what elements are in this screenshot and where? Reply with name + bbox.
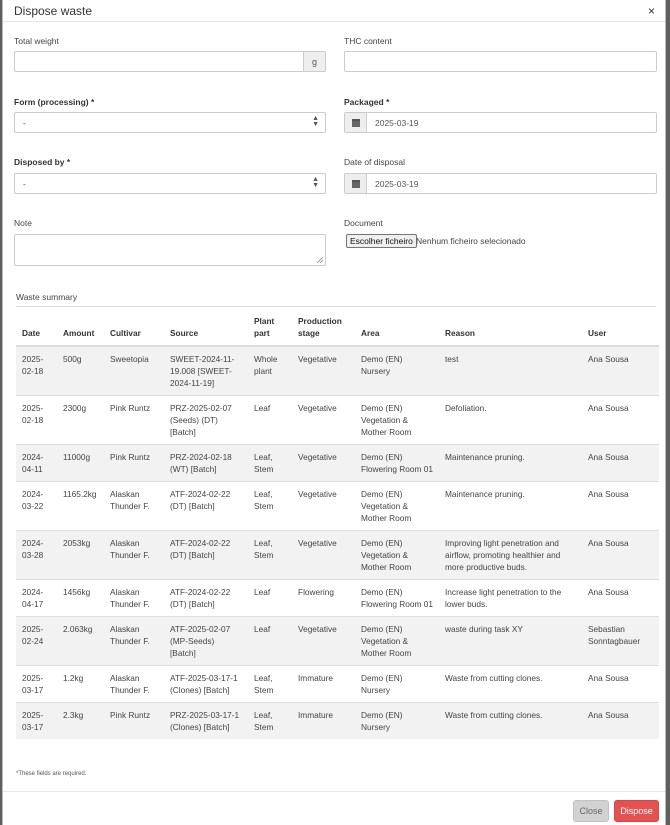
table-cell: Demo (EN) Nursery bbox=[355, 346, 439, 396]
table-cell: PRZ-2024-02-18 (WT) [Batch] bbox=[164, 445, 248, 482]
form-processing-label bbox=[14, 97, 94, 107]
date-of-disposal-input[interactable] bbox=[344, 173, 657, 194]
table-cell: Vegetative bbox=[292, 482, 355, 531]
table-cell: Demo (EN) Vegetation & Mother Room bbox=[355, 482, 439, 531]
table-cell: Demo (EN) Vegetation & Mother Room bbox=[355, 531, 439, 580]
table-cell: Vegetative bbox=[292, 445, 355, 482]
table-cell: 2024-04-11 bbox=[16, 445, 57, 482]
table-cell: 2025-03-17 bbox=[16, 703, 57, 740]
table-row bbox=[16, 531, 659, 580]
table-cell: Immature bbox=[292, 666, 355, 703]
table-cell: Demo (EN) Vegetation & Mother Room bbox=[355, 617, 439, 666]
table-cell: Vegetative bbox=[292, 396, 355, 445]
table-cell: 2.063kg bbox=[57, 617, 104, 666]
table-cell: 1456kg bbox=[57, 580, 104, 617]
table-cell: 2024-03-22 bbox=[16, 482, 57, 531]
table-cell: Alaskan Thunder F. bbox=[104, 617, 164, 666]
table-row bbox=[16, 396, 659, 445]
total-weight-input[interactable] bbox=[14, 51, 326, 72]
table-cell: Flowering bbox=[292, 580, 355, 617]
table-cell: ATF-2025-03-17-1 (Clones) [Batch] bbox=[164, 666, 248, 703]
table-row bbox=[16, 445, 659, 482]
table-cell: Waste from cutting clones. bbox=[439, 666, 582, 703]
table-cell: Ana Sousa bbox=[582, 445, 659, 482]
modal-header bbox=[3, 0, 665, 22]
table-cell: Pink Runtz bbox=[104, 445, 164, 482]
packaged-date-value: 2025-03-19 bbox=[375, 118, 419, 128]
table-row bbox=[16, 482, 659, 531]
table-cell: Defoliation. bbox=[439, 396, 582, 445]
table-cell: Alaskan Thunder F. bbox=[104, 531, 164, 580]
table-cell: 2024-03-28 bbox=[16, 531, 57, 580]
form-processing-value: - bbox=[23, 118, 26, 128]
table-cell: Leaf, Stem bbox=[248, 703, 292, 740]
table-cell: Ana Sousa bbox=[582, 396, 659, 445]
disposed-by-value: - bbox=[23, 179, 26, 189]
column-header: User bbox=[582, 310, 659, 346]
table-row bbox=[16, 346, 659, 396]
table-cell: Leaf bbox=[248, 617, 292, 666]
table-cell: SWEET-2024-11-19.008 [SWEET-2024-11-19] bbox=[164, 346, 248, 396]
calendar-icon[interactable] bbox=[345, 174, 367, 193]
date-of-disposal-label: Date of disposal bbox=[344, 157, 405, 167]
table-cell: Maintenance pruning. bbox=[439, 445, 582, 482]
table-cell: Maintenance pruning. bbox=[439, 482, 582, 531]
table-cell: ATF-2025-02-07 (MP-Seeds) [Batch] bbox=[164, 617, 248, 666]
footer-divider bbox=[3, 791, 665, 792]
table-cell: Ana Sousa bbox=[582, 666, 659, 703]
table-cell: Demo (EN) Nursery bbox=[355, 666, 439, 703]
document-label: Document bbox=[344, 218, 383, 228]
table-cell: 500g bbox=[57, 346, 104, 396]
table-cell: 2053kg bbox=[57, 531, 104, 580]
table-cell: Sweetopia bbox=[104, 346, 164, 396]
table-cell: Demo (EN) Nursery bbox=[355, 703, 439, 740]
table-cell: Ana Sousa bbox=[582, 703, 659, 740]
table-cell: PRZ-2025-03-17-1 (Clones) [Batch] bbox=[164, 703, 248, 740]
table-cell: test bbox=[439, 346, 582, 396]
section-divider bbox=[16, 306, 656, 307]
required-footnote: *These fields are required. bbox=[16, 771, 87, 777]
table-cell: Whole plant bbox=[248, 346, 292, 396]
note-textarea[interactable] bbox=[14, 234, 326, 266]
column-header: Area bbox=[355, 310, 439, 346]
table-cell: Demo (EN) Vegetation & Mother Room bbox=[355, 396, 439, 445]
table-cell: 2025-02-18 bbox=[16, 396, 57, 445]
table-cell: Demo (EN) Flowering Room 01 bbox=[355, 445, 439, 482]
column-header: Source bbox=[164, 310, 248, 346]
table-row bbox=[16, 580, 659, 617]
table-cell: Leaf, Stem bbox=[248, 531, 292, 580]
table-cell: Leaf, Stem bbox=[248, 445, 292, 482]
column-header: Date bbox=[16, 310, 57, 346]
waste-summary-title: Waste summary bbox=[16, 292, 78, 302]
table-cell: Immature bbox=[292, 703, 355, 740]
date-of-disposal-value: 2025-03-19 bbox=[375, 179, 419, 189]
disposed-by-label bbox=[14, 157, 70, 167]
table-cell: 1.2kg bbox=[57, 666, 104, 703]
table-cell: 1165.2kg bbox=[57, 482, 104, 531]
table-cell: 2025-03-17 bbox=[16, 666, 57, 703]
table-cell: Ana Sousa bbox=[582, 482, 659, 531]
table-cell: 2024-04-17 bbox=[16, 580, 57, 617]
table-cell: Pink Runtz bbox=[104, 396, 164, 445]
table-cell: waste during task XY bbox=[439, 617, 582, 666]
table-row bbox=[16, 703, 659, 740]
table-cell: ATF-2024-02-22 (DT) [Batch] bbox=[164, 580, 248, 617]
form-processing-select[interactable] bbox=[14, 112, 326, 133]
table-cell: ATF-2024-02-22 (DT) [Batch] bbox=[164, 482, 248, 531]
column-header: Cultivar bbox=[104, 310, 164, 346]
table-cell: Leaf, Stem bbox=[248, 482, 292, 531]
thc-content-input[interactable] bbox=[344, 51, 657, 72]
table-cell: Leaf, Stem bbox=[248, 666, 292, 703]
table-cell: 2.3kg bbox=[57, 703, 104, 740]
close-icon[interactable]: × bbox=[647, 3, 655, 18]
disposed-by-select[interactable] bbox=[14, 173, 326, 194]
total-weight-label: Total weight bbox=[14, 36, 59, 46]
packaged-label-text: Packaged bbox=[344, 97, 384, 107]
close-button[interactable]: Close bbox=[573, 800, 609, 822]
thc-content-label: THC content bbox=[344, 36, 392, 46]
packaged-label bbox=[344, 97, 389, 107]
table-cell: Improving light penetration and airflow, promoting healthier and more productive buds. bbox=[439, 531, 582, 580]
table-cell: ATF-2024-02-22 (DT) [Batch] bbox=[164, 531, 248, 580]
table-cell: Vegetative bbox=[292, 617, 355, 666]
calendar-icon[interactable] bbox=[345, 113, 367, 132]
file-status-text: Nenhum ficheiro selecionado bbox=[416, 236, 526, 246]
packaged-date-input[interactable] bbox=[344, 112, 657, 133]
note-label: Note bbox=[14, 218, 32, 228]
table-cell: Leaf bbox=[248, 396, 292, 445]
modal-title: Dispose waste bbox=[14, 3, 93, 18]
form-processing-label-text: Form (processing) bbox=[14, 97, 89, 107]
column-header: Reason bbox=[439, 310, 582, 346]
column-header: Amount bbox=[57, 310, 104, 346]
table-cell: Increase light penetration to the lower buds. bbox=[439, 580, 582, 617]
select-arrows-icon: ▲ ▼ bbox=[312, 115, 319, 128]
select-arrows-icon: ▲ ▼ bbox=[312, 176, 319, 189]
table-cell: Sebastian Sonntagbauer bbox=[582, 617, 659, 666]
weight-unit-addon: g bbox=[303, 52, 325, 71]
choose-file-button[interactable]: Escolher ficheiro bbox=[346, 234, 417, 248]
disposed-by-label-text: Disposed by bbox=[14, 157, 65, 167]
table-cell: Leaf bbox=[248, 580, 292, 617]
table-cell: Ana Sousa bbox=[582, 531, 659, 580]
table-row bbox=[16, 666, 659, 703]
column-header: Plant part bbox=[248, 310, 292, 346]
table-cell: Vegetative bbox=[292, 346, 355, 396]
table-cell: 2025-02-18 bbox=[16, 346, 57, 396]
dispose-waste-modal bbox=[2, 0, 666, 825]
required-mark: * bbox=[386, 97, 390, 107]
table-cell: Waste from cutting clones. bbox=[439, 703, 582, 740]
dispose-button[interactable]: Dispose bbox=[614, 800, 659, 822]
table-row bbox=[16, 617, 659, 666]
table-cell: Ana Sousa bbox=[582, 580, 659, 617]
resize-grip-icon[interactable] bbox=[317, 257, 323, 263]
required-mark: * bbox=[66, 157, 71, 167]
table-cell: 2025-02-24 bbox=[16, 617, 57, 666]
waste-summary-table bbox=[16, 310, 659, 739]
table-cell: Alaskan Thunder F. bbox=[104, 666, 164, 703]
required-mark: * bbox=[91, 97, 95, 107]
table-cell: Pink Runtz bbox=[104, 703, 164, 740]
table-header-row bbox=[16, 310, 659, 346]
column-header: Production stage bbox=[292, 310, 355, 346]
table-cell: PRZ-2025-02-07 (Seeds) (DT) [Batch] bbox=[164, 396, 248, 445]
table-cell: 11000g bbox=[57, 445, 104, 482]
table-cell: 2300g bbox=[57, 396, 104, 445]
table-cell: Vegetative bbox=[292, 531, 355, 580]
table-cell: Alaskan Thunder F. bbox=[104, 580, 164, 617]
table-cell: Ana Sousa bbox=[582, 346, 659, 396]
table-cell: Alaskan Thunder F. bbox=[104, 482, 164, 531]
table-cell: Demo (EN) Flowering Room 01 bbox=[355, 580, 439, 617]
